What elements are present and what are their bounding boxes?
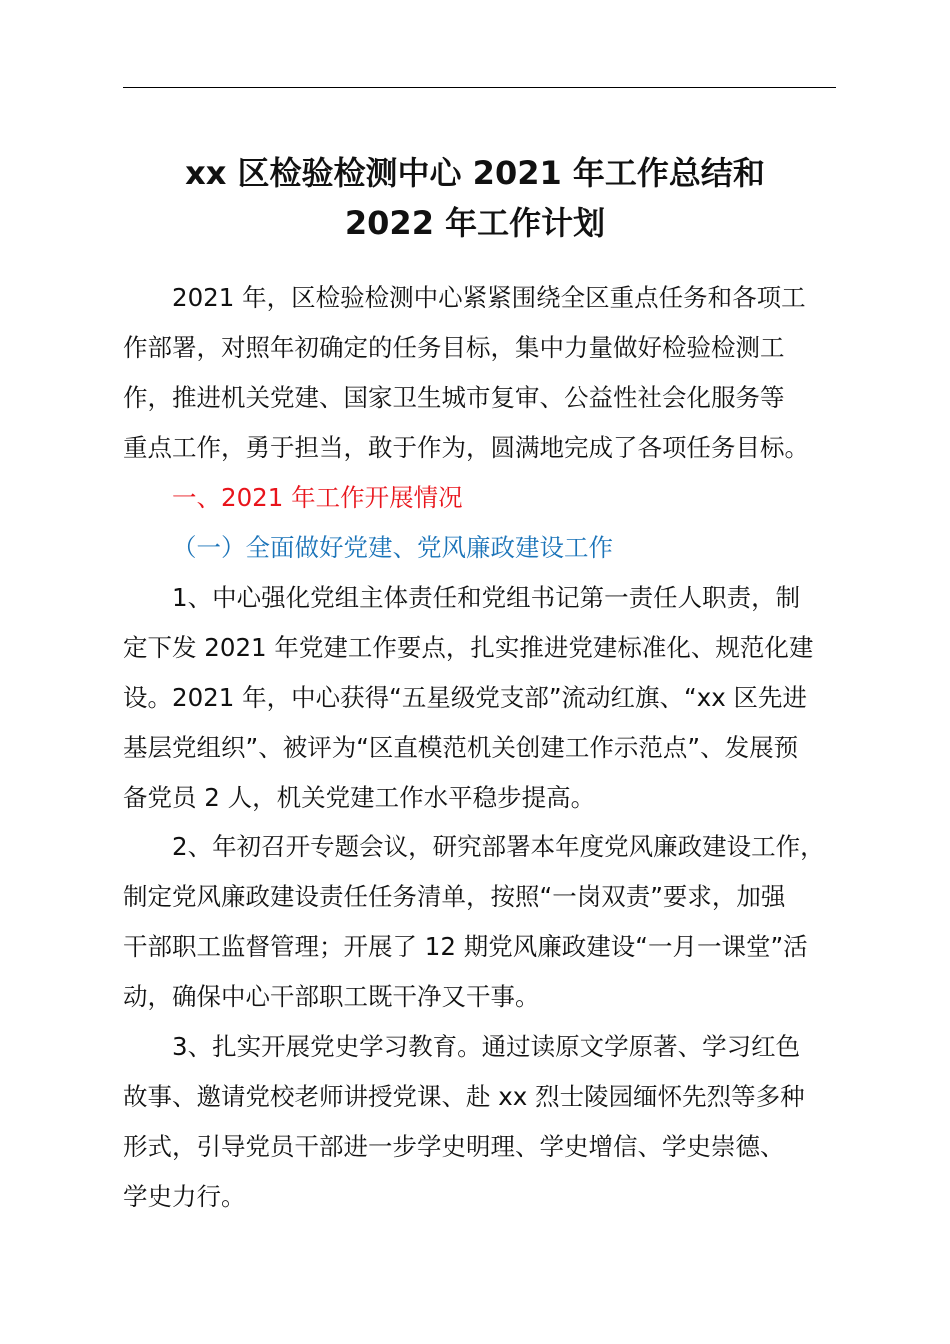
item-3-line: 形式，引导党员干部进一步学史明理、学史增信、学史崇德、 <box>123 1132 785 1161</box>
item-1-line: 1、中心强化党组主体责任和党组书记第一责任人职责，制 <box>172 583 801 612</box>
subsection-heading: （一）全面做好党建、党风廉政建设工作 <box>172 533 613 562</box>
item-1-line: 设。2021 年，中心获得“五星级党支部”流动红旗、“xx 区先进 <box>123 683 807 712</box>
document-title-line-2: 2022 年工作计划 <box>344 204 606 242</box>
item-2-line: 干部职工监督管理；开展了 12 期党风廉政建设“一月一课堂”活 <box>123 932 808 961</box>
item-2-line: 制定党风廉政建设责任任务清单，按照“一岗双责”要求，加强 <box>123 882 786 911</box>
document-title-line-1: xx 区检验检测中心 2021 年工作总结和 <box>185 154 765 192</box>
item-1-line: 基层党组织”、被评为“区直模范机关创建工作示范点”、发展预 <box>123 733 799 762</box>
section-heading: 一、2021 年工作开展情况 <box>172 483 463 512</box>
intro-line: 作，推进机关党建、国家卫生城市复审、公益性社会化服务等 <box>123 383 785 412</box>
item-1-line: 定下发 2021 年党建工作要点，扎实推进党建标准化、规范化建 <box>123 633 814 662</box>
item-2-line: 2、年初召开专题会议，研究部署本年度党风廉政建设工作， <box>172 832 825 861</box>
item-3-line: 3、扎实开展党史学习教育。通过读原文学原著、学习红色 <box>172 1032 801 1061</box>
item-3-line: 学史力行。 <box>123 1182 246 1211</box>
item-2-line: 动，确保中心干部职工既干净又干事。 <box>123 982 540 1011</box>
header-rule <box>123 87 836 88</box>
intro-line: 作部署，对照年初确定的任务目标，集中力量做好检验检测工 <box>123 333 785 362</box>
intro-line: 2021 年，区检验检测中心紧紧围绕全区重点任务和各项工 <box>172 283 806 312</box>
item-3-line: 故事、邀请党校老师讲授党课、赴 xx 烈士陵园缅怀先烈等多种 <box>123 1082 805 1111</box>
intro-line: 重点工作，勇于担当，敢于作为，圆满地完成了各项任务目标。 <box>123 433 809 462</box>
item-1-line: 备党员 2 人，机关党建工作水平稳步提高。 <box>123 783 596 812</box>
